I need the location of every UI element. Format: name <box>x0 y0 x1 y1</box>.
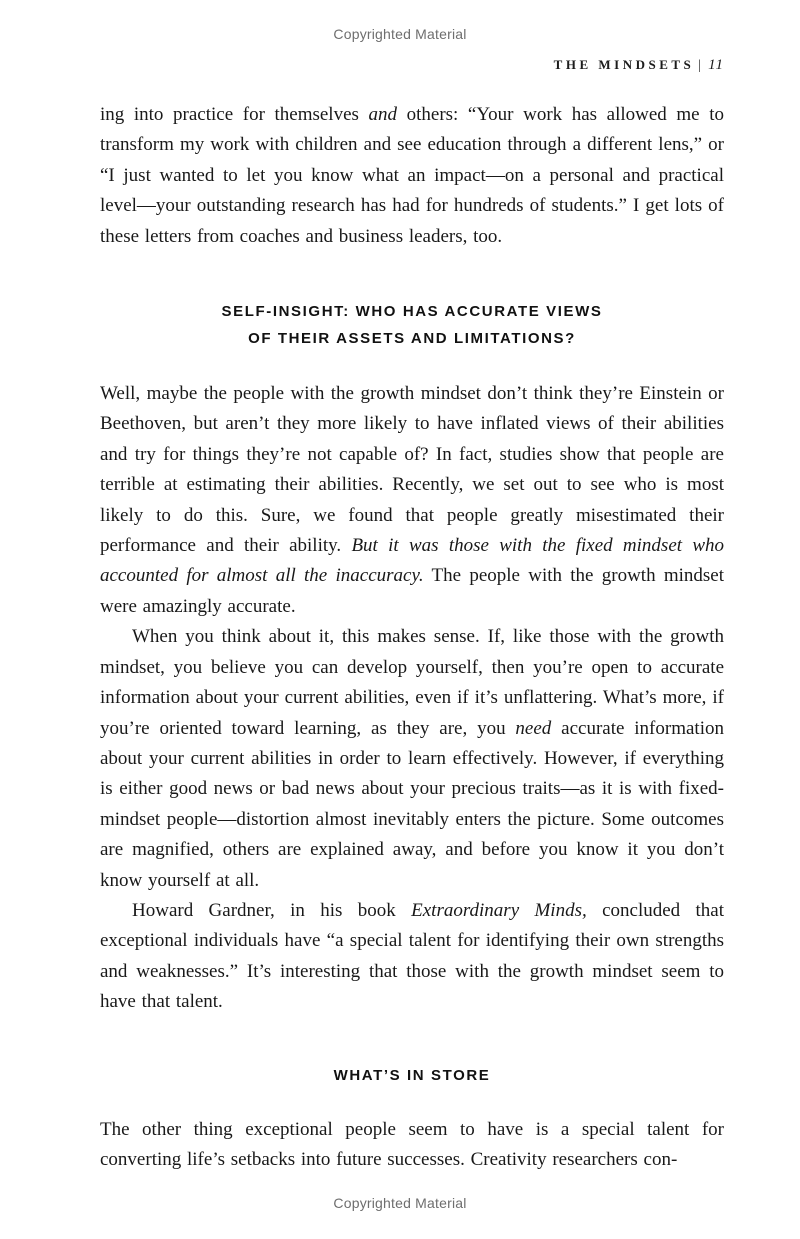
paragraph-continuation: ing into practice for themselves and others: “Your work has allowed me to transform my work with children and see education through a different lens,” or “I just wanted to let you know what an impact—on a personal and practical level—your outstanding research has had for hundreds of students.” I get lots of these letters from coaches and business leaders, too. <box>100 104 724 247</box>
running-header-divider: | <box>698 58 702 73</box>
page-number: 11 <box>708 57 724 73</box>
running-header-title: THE MINDSETS <box>553 57 695 72</box>
section-heading-self-insight: SELF-INSIGHT: WHO HAS ACCURATE VIEWS OF THEIR ASSETS AND LIMITATIONS? <box>221 303 603 348</box>
paragraph-howard-gardner: Howard Gardner, in his book Extraordinary Minds, concluded that exceptional individuals have “a special talent for identifying their own strengths and weaknesses.” It’s interesting that those with the growth mindset seem to have that talent. <box>100 899 724 1013</box>
copyright-notice-bottom: Copyrighted Material <box>333 1195 467 1211</box>
section-heading-whats-in-store: WHAT’S IN STORE <box>333 1066 491 1084</box>
paragraph-accuracy-study: Well, maybe the people with the growth mindset don’t think they’re Einstein or Beethoven, but aren’t they more likely to have inflated views of their abilities and try for things they’re not capable of? In fact, studies show that people are terrible at estimating their abilities. Recently, we set out to see who is most likely to do this. Sure, we found that people greatly misestimated their performance and their ability. But it was those with the fixed mindset who accounted for almost all the inaccuracy. The people with the growth mindset were amazingly accurate. <box>100 383 724 617</box>
paragraph-whats-in-store-intro: The other thing exceptional people seem to have is a special talent for converting life’s setbacks into future successes. Creativity researchers con- <box>100 1118 724 1170</box>
paragraph-makes-sense: When you think about it, this makes sense. If, like those with the growth mindset, you believe you can develop yourself, then you’re open to accurate information about your current abilities, even if it’s unflattering. What’s more, if you’re oriented toward learning, as they are, you need accurate information about your current abilities in order to learn effectively. However, if everything is either good news or bad news about your precious traits—as it is with fixed-mindset people—distortion almost inevitably enters the picture. Some outcomes are magnified, others are explained away, and before you know it you don’t know yourself at all. <box>100 626 724 891</box>
page-body <box>100 100 724 1175</box>
copyright-notice-top: Copyrighted Material <box>333 26 467 42</box>
